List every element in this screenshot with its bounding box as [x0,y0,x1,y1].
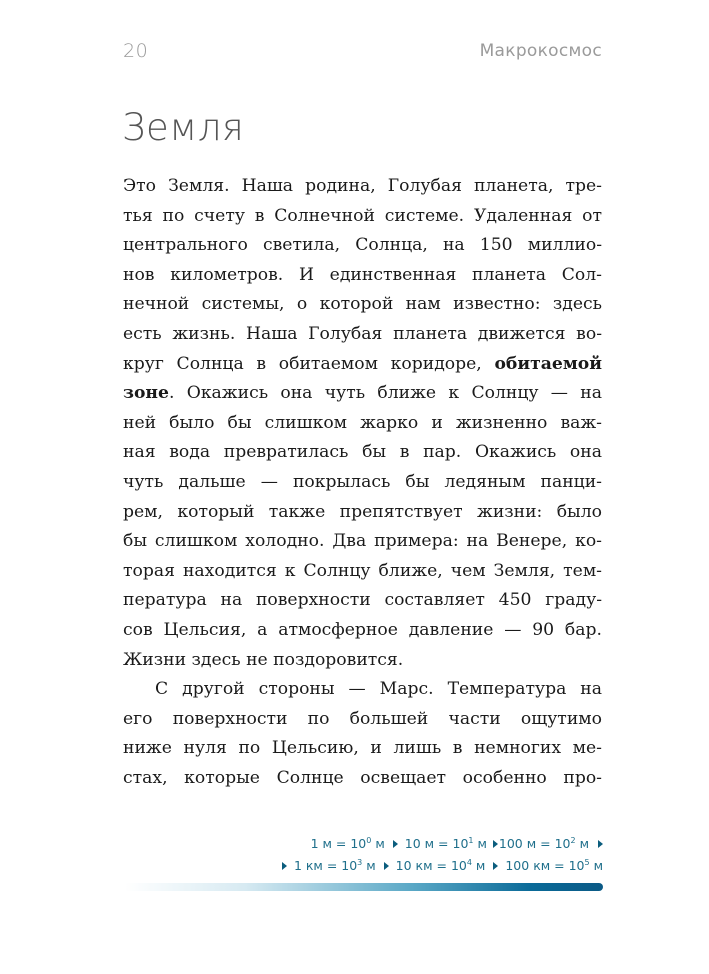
scale-row-1 [311,836,603,851]
scale-unit: м [589,858,603,873]
text-line: тья по счету в Солнечной системе. Удаленная от [123,205,602,226]
scale-label [396,858,486,873]
text-line: С другой стороны — Марс. Температура на [155,679,602,700]
scale-unit: м [371,836,385,851]
text-line: ная вода превратилась бы в пар. Окажись она [123,442,602,463]
text-line: чуть дальше — покрылась бы ледяным панци- [123,471,602,492]
text-fragment: круг Солнца в обитаемом коридоре, [123,353,495,374]
paragraph-2 [123,675,602,793]
scale-exponent: 2 [570,836,576,845]
text-line: его поверхности по большей части ощутимо [123,708,602,729]
chapter-title: Земля [122,106,245,149]
arrow-right-icon [493,862,498,870]
text-line: ниже нуля по Цельсию, и лишь в немногих ме- [123,738,602,759]
scale-unit: м [471,858,486,873]
arrow-right-icon [393,840,398,848]
text-line: Это Земля. Наша родина, Голубая планета, тре- [123,176,602,196]
text-line [123,350,602,380]
scale-row-2 [282,858,603,873]
body-text [123,172,602,793]
scale-base: 1 км = 10 [293,858,358,873]
text-line: Жизни здесь не поздоровится. [123,649,404,670]
scale-unit: м [575,836,589,851]
text-line: рем, который также препятствует жизни: было [123,501,602,522]
text-line: нов километров. И единственная планета Сол- [123,264,602,285]
scale-base: 100 м = 10 [498,836,571,851]
page-number: 20 [123,40,149,62]
scale-gradient-bar [125,883,603,891]
arrow-right-icon [493,840,498,848]
text-line: сов Цельсия, а атмосферное давление — 90 бар. [123,619,602,640]
scale-exponent: 5 [584,858,590,867]
text-line [123,379,602,409]
scale-base: 100 км = 10 [505,858,585,873]
scale-exponent: 4 [466,858,472,867]
scale-label [499,836,589,851]
scale-unit: м [362,858,376,873]
arrow-right-icon [598,840,603,848]
bold-term-continued: зоне [123,383,169,404]
arrow-right-icon [384,862,389,870]
scale-base: 10 км = 10 [395,858,467,873]
text-line: торая находится к Солнцу ближе, чем Земля, тем- [123,560,602,581]
text-line: нечной системы, о которой нам известно: здесь [123,294,602,315]
text-fragment: . Окажись она чуть ближе к Солнцу — на [168,383,602,404]
running-head: Макрокосмос [479,41,602,61]
scale-unit: м [473,836,487,851]
text-line: стах, которые Солнце освещает особенно про- [123,767,602,788]
arrow-right-icon [282,862,287,870]
scale-exponent: 1 [468,836,474,845]
scale-label [405,836,487,851]
scale-exponent: 0 [366,836,372,845]
bold-term: обитаемой [494,353,602,374]
text-line: бы слишком холодно. Два примера: на Венере, ко- [123,531,602,552]
scale-base: 1 м = 10 [310,836,367,851]
text-line: есть жизнь. Наша Голубая планета движется во- [123,323,602,344]
text-line: центрального светила, Солнца, на 150 миллио- [123,235,602,256]
text-line: ней было бы слишком жарко и жизненно важ- [123,412,602,433]
scale-label [294,858,376,873]
paragraph-1 [123,172,602,675]
scale-base: 10 м = 10 [404,836,469,851]
scale-exponent: 3 [357,858,363,867]
scale-label [505,858,603,873]
scale-label [311,836,385,851]
text-line: пература на поверхности составляет 450 граду- [123,590,602,611]
